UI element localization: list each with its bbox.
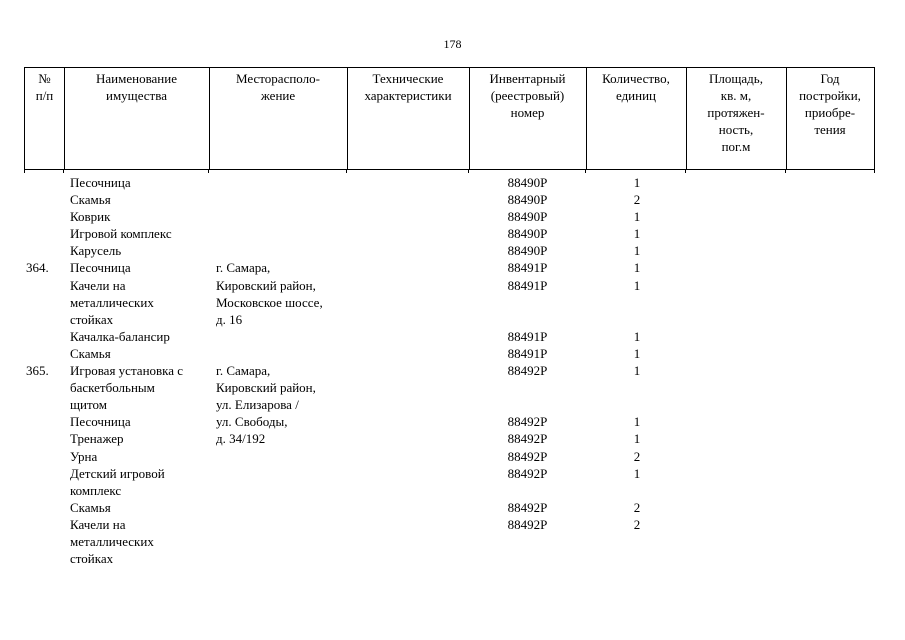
table-body bbox=[0, 174, 905, 567]
table-row bbox=[0, 448, 905, 465]
item-name bbox=[70, 328, 210, 345]
header-text: Год bbox=[820, 71, 840, 86]
item-location-line: г. Самара, bbox=[216, 260, 271, 276]
header-text: номер bbox=[510, 105, 545, 120]
quantity: 1 bbox=[633, 226, 641, 242]
inventory-number: 88490Р bbox=[507, 175, 548, 190]
column-divider bbox=[585, 170, 586, 173]
header-text: Месторасполо- bbox=[236, 71, 320, 86]
item-name bbox=[70, 465, 210, 499]
header-text: пог.м bbox=[721, 139, 751, 154]
header-text: Наименование bbox=[96, 71, 177, 86]
header-text: имущества bbox=[106, 88, 167, 103]
table-row bbox=[0, 413, 905, 430]
item-name-line: Песочница bbox=[70, 260, 131, 276]
item-location bbox=[216, 430, 346, 447]
item-name bbox=[70, 448, 210, 465]
column-divider bbox=[874, 170, 875, 173]
quantity: 1 bbox=[633, 345, 641, 361]
column-divider bbox=[468, 170, 469, 173]
table-row bbox=[0, 191, 905, 208]
column-divider bbox=[786, 68, 787, 169]
header-text: Площадь, bbox=[709, 71, 763, 86]
item-name bbox=[70, 362, 210, 413]
column-divider bbox=[208, 170, 209, 173]
item-name-line: стойках bbox=[70, 311, 114, 327]
item-name-line: Качели на bbox=[70, 516, 126, 532]
column-divider bbox=[209, 68, 210, 169]
table-row bbox=[0, 259, 905, 276]
header-text: тения bbox=[814, 122, 846, 137]
column-divider bbox=[685, 170, 686, 173]
inventory-number: 88492Р bbox=[507, 363, 548, 379]
item-name-line: Игровой комплекс bbox=[70, 226, 172, 242]
item-name-line: металлических bbox=[70, 534, 154, 549]
quantity: 1 bbox=[633, 175, 641, 190]
quantity: 2 bbox=[633, 192, 641, 208]
item-name bbox=[70, 430, 210, 447]
inventory-number: 88492Р bbox=[507, 516, 548, 532]
header-text: п/п bbox=[35, 88, 54, 103]
table-header bbox=[24, 67, 875, 170]
quantity: 1 bbox=[633, 209, 641, 225]
item-number-line: 364. bbox=[26, 260, 49, 276]
header-text: № bbox=[38, 71, 51, 86]
inventory-number: 88492Р bbox=[507, 431, 548, 447]
table-row bbox=[0, 516, 905, 567]
header-text: жение bbox=[260, 88, 296, 103]
inventory-number: 88491Р bbox=[507, 260, 548, 276]
column-divider bbox=[785, 170, 786, 173]
column-divider bbox=[347, 68, 348, 169]
quantity: 1 bbox=[633, 414, 641, 430]
item-name bbox=[70, 225, 210, 242]
item-location-line: ул. Елизарова / bbox=[216, 397, 299, 413]
inventory-number: 88492Р bbox=[507, 465, 548, 481]
header-col-num bbox=[25, 68, 64, 169]
quantity: 2 bbox=[633, 499, 641, 515]
item-location bbox=[216, 362, 346, 413]
inventory-number: 88491Р bbox=[507, 277, 548, 293]
inventory-number: 88492Р bbox=[507, 414, 548, 430]
item-name-line: металлических bbox=[70, 294, 154, 310]
header-col-inventory bbox=[469, 68, 586, 169]
quantity: 1 bbox=[633, 363, 641, 379]
header-col-quantity bbox=[586, 68, 686, 169]
item-name bbox=[70, 242, 210, 259]
table-row bbox=[0, 174, 905, 191]
table-row bbox=[0, 225, 905, 242]
header-text: постройки, bbox=[799, 88, 861, 103]
quantity: 1 bbox=[633, 260, 641, 276]
table-row bbox=[0, 242, 905, 259]
item-number bbox=[26, 259, 62, 276]
column-divider bbox=[686, 68, 687, 169]
table-row bbox=[0, 345, 905, 362]
table-row bbox=[0, 430, 905, 447]
table-row bbox=[0, 465, 905, 499]
header-text: Инвентарный bbox=[489, 71, 566, 86]
item-number-line: 365. bbox=[26, 363, 49, 379]
item-name bbox=[70, 345, 210, 362]
item-name-line: Игровая установка с bbox=[70, 363, 184, 379]
inventory-number: 88492Р bbox=[507, 448, 548, 464]
item-location-line: Кировский район, bbox=[216, 277, 316, 293]
item-location-line: г. Самара, bbox=[216, 363, 271, 379]
item-name-line: Песочница bbox=[70, 414, 131, 430]
header-text: характеристики bbox=[364, 88, 452, 103]
header-col-area bbox=[686, 68, 786, 169]
item-location bbox=[216, 259, 346, 276]
item-location-line: Московское шоссе, bbox=[216, 294, 323, 310]
item-location-line: Кировский район, bbox=[216, 380, 316, 396]
column-divider bbox=[346, 170, 347, 173]
quantity: 1 bbox=[633, 243, 641, 259]
item-name bbox=[70, 208, 210, 225]
quantity: 1 bbox=[633, 465, 641, 481]
header-col-tech bbox=[347, 68, 469, 169]
quantity: 1 bbox=[633, 431, 641, 447]
inventory-number: 88492Р bbox=[507, 499, 548, 515]
quantity: 1 bbox=[633, 328, 641, 344]
item-name-line: Скамья bbox=[70, 499, 111, 515]
item-name-line: Детский игровой bbox=[70, 465, 165, 481]
item-name-line: комплекс bbox=[70, 482, 122, 498]
inventory-number: 88490Р bbox=[507, 243, 548, 259]
header-text: протяжен- bbox=[707, 105, 765, 120]
item-name bbox=[70, 499, 210, 516]
column-divider bbox=[63, 170, 64, 173]
quantity: 2 bbox=[633, 448, 641, 464]
header-text: ность, bbox=[718, 122, 754, 137]
quantity: 2 bbox=[633, 516, 641, 532]
item-location-line: ул. Свободы, bbox=[216, 414, 288, 430]
inventory-number: 88490Р bbox=[507, 209, 548, 225]
item-location bbox=[216, 413, 346, 430]
inventory-number: 88491Р bbox=[507, 328, 548, 344]
header-text: Количество, bbox=[602, 71, 670, 86]
item-name-line: Скамья bbox=[70, 192, 111, 208]
header-col-year bbox=[786, 68, 874, 169]
header-text: кв. м, bbox=[720, 88, 752, 103]
item-name bbox=[70, 191, 210, 208]
header-col-name bbox=[64, 68, 209, 169]
item-name-line: баскетбольным bbox=[70, 380, 155, 396]
item-name-line: Урна bbox=[70, 448, 98, 464]
table-row bbox=[0, 362, 905, 413]
inventory-number: 88491Р bbox=[507, 345, 548, 361]
table-row bbox=[0, 499, 905, 516]
item-location-line: д. 34/192 bbox=[216, 431, 266, 447]
item-name-line: Карусель bbox=[70, 243, 122, 259]
header-text: Технические bbox=[372, 71, 444, 86]
item-name-line: Коврик bbox=[70, 209, 111, 225]
header-text: (реестровый) bbox=[490, 88, 565, 103]
inventory-number: 88490Р bbox=[507, 226, 548, 242]
item-name bbox=[70, 259, 210, 276]
item-location-line: д. 16 bbox=[216, 311, 243, 327]
header-text: единиц bbox=[615, 88, 657, 103]
column-divider bbox=[586, 68, 587, 169]
column-divider bbox=[64, 68, 65, 169]
item-name-line: щитом bbox=[70, 397, 107, 413]
column-divider bbox=[469, 68, 470, 169]
table-row bbox=[0, 208, 905, 225]
header-text: приобре- bbox=[804, 105, 856, 120]
inventory-number: 88490Р bbox=[507, 192, 548, 208]
item-name bbox=[70, 516, 210, 567]
item-name bbox=[70, 174, 210, 191]
item-name bbox=[70, 413, 210, 430]
item-name-line: Качалка-балансир bbox=[70, 328, 170, 344]
item-number bbox=[26, 362, 62, 379]
column-divider bbox=[24, 170, 25, 173]
item-name-line: стойках bbox=[70, 551, 114, 567]
item-name-line: Качели на bbox=[70, 277, 126, 293]
table-row bbox=[0, 277, 905, 328]
header-col-location bbox=[209, 68, 347, 169]
item-location bbox=[216, 277, 346, 328]
page-number: 178 bbox=[443, 37, 462, 51]
item-name-line: Песочница bbox=[70, 175, 131, 190]
item-name-line: Скамья bbox=[70, 345, 111, 361]
quantity: 1 bbox=[633, 277, 641, 293]
item-name bbox=[70, 277, 210, 328]
table-row bbox=[0, 328, 905, 345]
item-name-line: Тренажер bbox=[70, 431, 124, 447]
